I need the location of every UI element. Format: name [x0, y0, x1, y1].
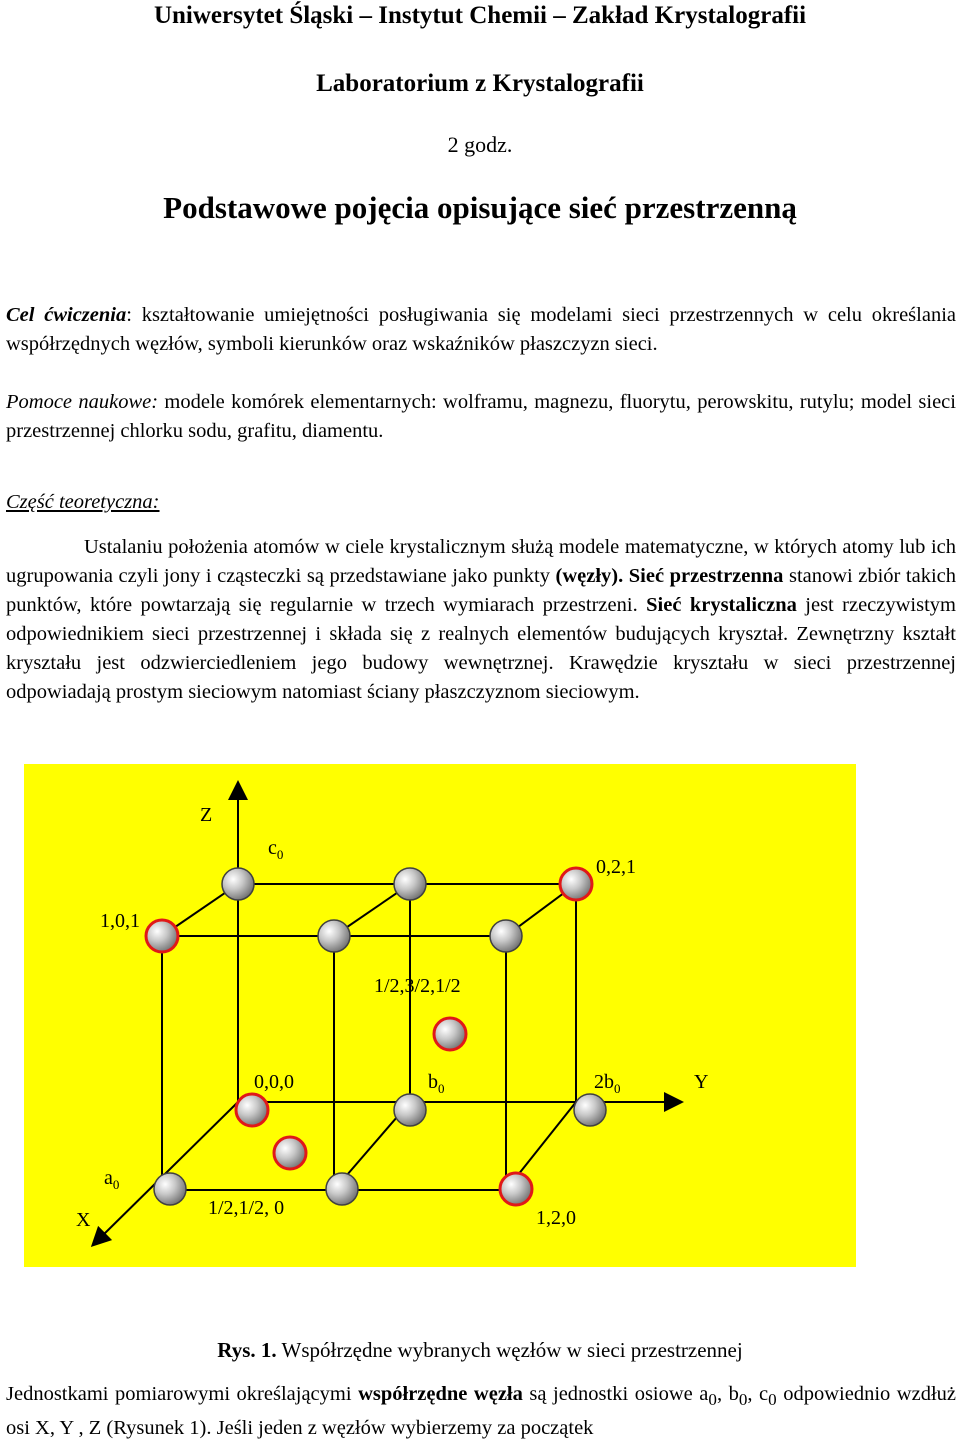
- x-axis-label: X: [76, 1209, 91, 1231]
- b0-label: $b_0$: [428, 1071, 445, 1096]
- label-000: 0,0,0: [254, 1071, 294, 1093]
- closing-sub-1: 0: [708, 1390, 717, 1410]
- theory-heading: Część teoretyczna:: [6, 491, 160, 513]
- closing-text-3: , b: [716, 1383, 739, 1405]
- lattice-node: [394, 1094, 426, 1126]
- 2b0-label: $2b_0$: [594, 1071, 621, 1096]
- aids-text: modele komórek elementarnych: wolframu, magnezu, fluorytu, perowskitu, rutylu; model sieci przestrzennej chlorku sodu, grafitu, diamentu.: [6, 391, 956, 442]
- theory-text-1: Ustalaniu położenia atomów w ciele krystalicznym służą modele matematyczne, w których atomy lub ich ugrupowania czyli jony i cząsteczki są przedstawiane jako punkty: [6, 536, 956, 587]
- lattice-node: [574, 1094, 606, 1126]
- theory-paragraph: [6, 533, 956, 707]
- label-021: 0,2,1: [596, 856, 636, 878]
- goal-sep: :: [126, 304, 132, 326]
- label-120: 1,2,0: [536, 1207, 576, 1229]
- closing-text-5: odpowiednio wzdłuż osi X, Y , Z (Rysunek 1). Jeśli jeden z węzłów wybierzemy za początek: [6, 1383, 956, 1440]
- closing-text-2: są jednostki osiowe a: [522, 1383, 709, 1405]
- closing-sub-2: 0: [738, 1390, 748, 1410]
- label-half: 1/2,1/2, 0: [208, 1197, 285, 1219]
- theory-bold-crystal-lattice: Sieć krystaliczna: [646, 594, 797, 616]
- lattice-node-highlighted: [274, 1137, 306, 1169]
- institution-heading: Uniwersytet Śląski – Instytut Chemii – Zakład Krystalografii: [153, 2, 807, 29]
- lattice-figure: [24, 764, 856, 1267]
- lattice-node-highlighted: [560, 868, 592, 900]
- goal-paragraph: [6, 301, 956, 359]
- closing-bold-coordinates: współrzędne węzła: [358, 1383, 523, 1405]
- theory-bold-nodes: (węzły).: [555, 565, 624, 587]
- lattice-node: [154, 1173, 186, 1205]
- lattice-node-highlighted: [500, 1173, 532, 1205]
- lattice-node: [318, 920, 350, 952]
- y-axis-label: Y: [694, 1071, 709, 1093]
- lattice-node: [394, 868, 426, 900]
- c0-label: $c_0$: [268, 837, 284, 862]
- page-title: Podstawowe pojęcia opisujące sieć przestrzenną: [163, 190, 797, 225]
- lab-heading: Laboratorium z Krystalografii: [316, 70, 644, 97]
- goal-label: Cel ćwiczenia: [6, 304, 127, 326]
- label-center: 1/2,3/2,1/2: [374, 975, 461, 997]
- theory-bold-space-lattice: Sieć przestrzenna: [628, 565, 784, 587]
- caption-text: Współrzędne wybranych węzłów w sieci przestrzennej: [276, 1338, 743, 1362]
- figure-caption: [0, 1338, 960, 1363]
- lattice-node-highlighted: [146, 920, 178, 952]
- theory-text-3: stanowi zbiór takich punktów, które powtarzają się regularnie w trzech wymiarach przestrzeni.: [6, 565, 956, 616]
- label-101: 1,0,1: [100, 910, 140, 932]
- lattice-node: [222, 868, 254, 900]
- goal-text: kształtowanie umiejętności posługiwania się modelami sieci przestrzennych w celu określania współrzędnych węzłów, symboli kierunków oraz wskaźników płaszczyzn sieci.: [6, 304, 956, 355]
- z-axis-label: Z: [200, 804, 213, 826]
- aids-label: Pomoce naukowe:: [6, 391, 159, 413]
- lattice-node-highlighted: [236, 1094, 268, 1126]
- aids-paragraph: [6, 388, 956, 446]
- lattice-node-highlighted: [434, 1018, 466, 1050]
- a0-label: $a_0$: [104, 1167, 120, 1192]
- caption-label: Rys. 1.: [217, 1338, 277, 1362]
- theory-text-4: jest rzeczywistym odpowiednikiem sieci przestrzennej i składa się z realnych elementów budujących kryształ. Zewnętrzny kształt kryształu jest odzwierciedleniem jego budowy wewnętrznej. Krawędzie kryształu w sieci przestrzennej odpowiadają prostym sieciowym natomiast ściany płaszczyznom sieciowym.: [6, 594, 957, 703]
- figure-background: [24, 764, 856, 1267]
- duration-text: 2 godz.: [447, 132, 513, 157]
- lattice-node: [326, 1173, 358, 1205]
- closing-paragraph: [6, 1380, 956, 1443]
- closing-sub-3: 0: [768, 1390, 777, 1410]
- closing-text-1: Jednostkami pomiarowymi określającymi: [6, 1383, 359, 1405]
- closing-text-4: , c: [747, 1383, 769, 1405]
- lattice-node: [490, 920, 522, 952]
